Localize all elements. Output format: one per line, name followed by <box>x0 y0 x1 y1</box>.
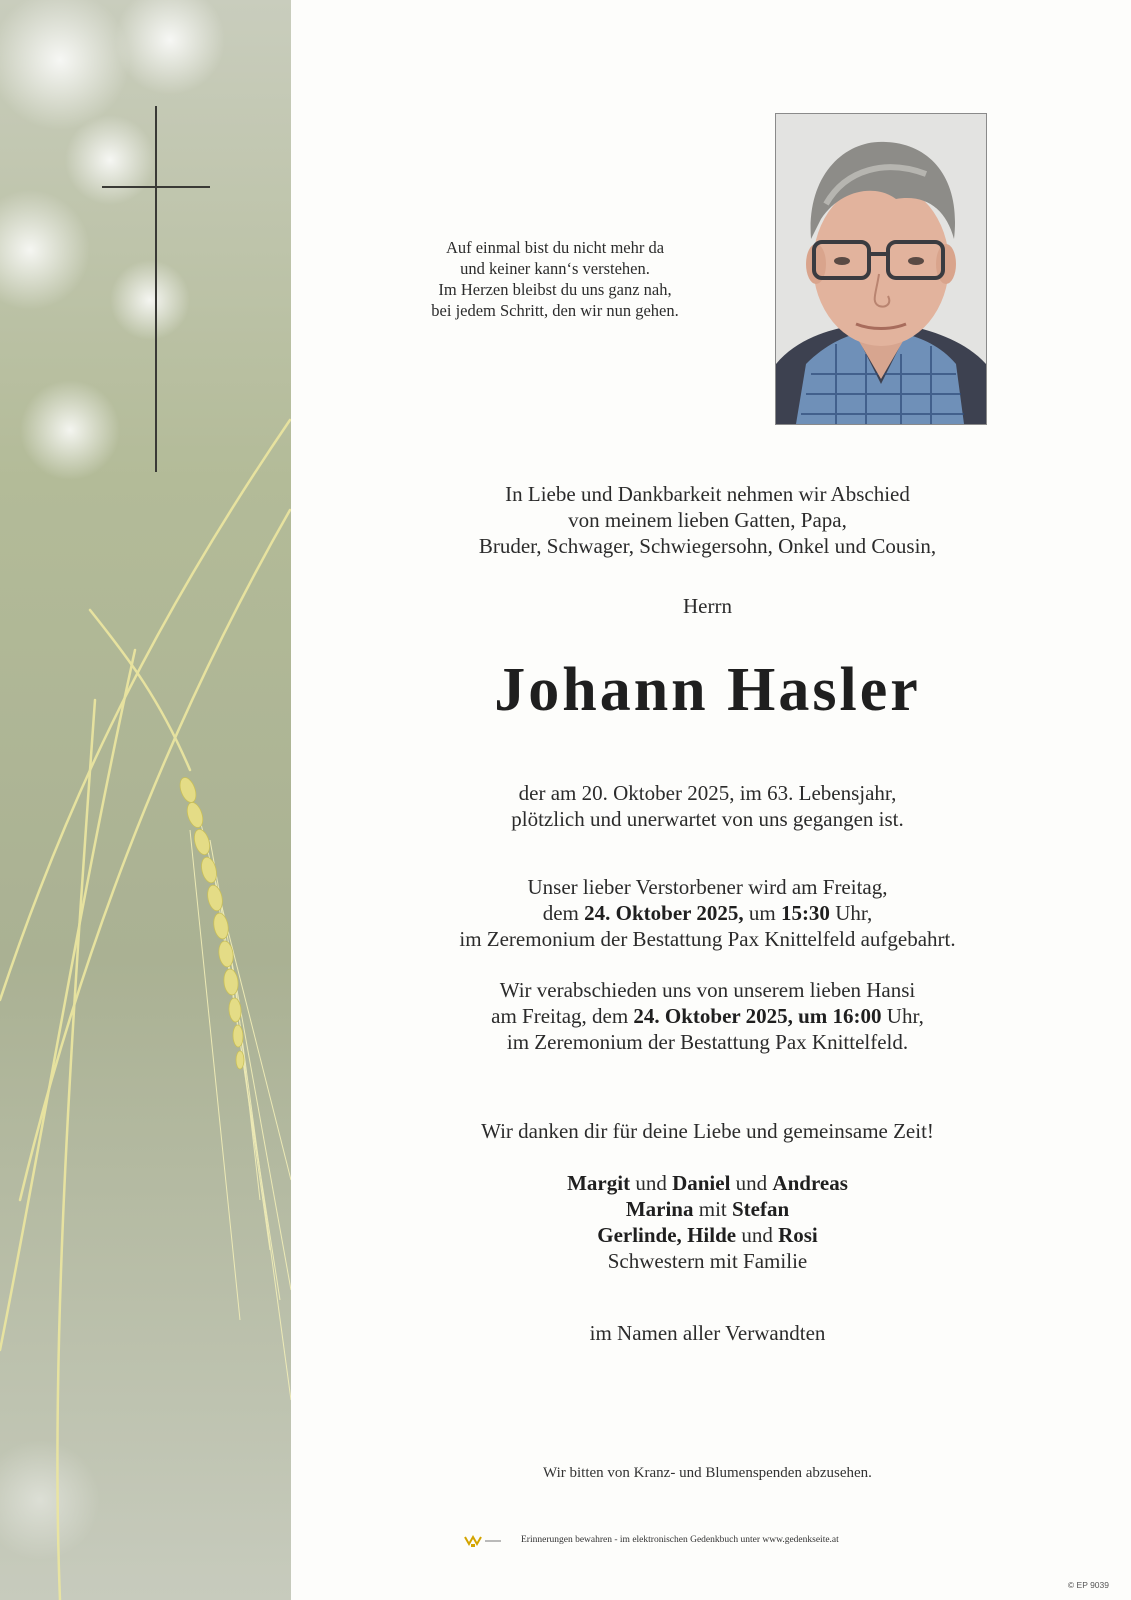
mourners-row <box>400 1222 1015 1248</box>
footer <box>463 1532 923 1550</box>
salutation: Herrn <box>683 594 732 618</box>
mourner-name: Daniel <box>672 1171 731 1195</box>
poem-line: Auf einmal bist du nicht mehr da <box>445 238 665 257</box>
mourner-name: Margit <box>567 1171 631 1195</box>
mourner-name: Marina <box>625 1197 694 1221</box>
viewing-date: 24. Oktober 2025, <box>584 901 744 925</box>
cross-icon-bar <box>102 186 210 188</box>
relatives-line: im Namen aller Verwandten <box>589 1321 826 1345</box>
mourners-row <box>400 1196 1015 1222</box>
farewell-line: Wir verabschieden uns von unserem lieben Hansi <box>499 978 916 1002</box>
farewell-line: im Zeremonium der Bestattung Pax Knittelfeld. <box>506 1030 909 1054</box>
poem-line: und keiner kann‘s verstehen. <box>460 259 650 278</box>
viewing-info <box>400 874 1015 952</box>
footer-text: Erinnerungen bewahren - im elektronischen Gedenkbuch unter www.gedenkseite.at <box>521 1535 839 1545</box>
text-fragment: Uhr, <box>881 1004 924 1028</box>
death-line: der am 20. Oktober 2025, im 63. Lebensjahr, <box>518 781 897 805</box>
intro-line: Bruder, Schwager, Schwiegersohn, Onkel und Cousin, <box>478 534 937 558</box>
viewing-line: im Zeremonium der Bestattung Pax Knittelfeld aufgebahrt. <box>459 927 956 951</box>
wheat-background-image <box>0 0 291 1600</box>
intro-line: von meinem lieben Gatten, Papa, <box>568 508 847 532</box>
decorative-side-panel <box>0 0 291 1600</box>
thanks-line: Wir danken dir für deine Liebe und gemeinsame Zeit! <box>481 1119 934 1143</box>
poem <box>405 237 705 321</box>
poem-line: bei jedem Schritt, den wir nun gehen. <box>431 301 679 320</box>
mourner-name: Rosi <box>778 1223 818 1247</box>
text-fragment: Uhr, <box>829 901 873 925</box>
cross-icon <box>155 106 157 472</box>
memorial-logo-icon <box>463 1534 503 1548</box>
text-fragment: dem <box>542 901 585 925</box>
text-fragment: und <box>730 1171 773 1195</box>
intro-line: In Liebe und Dankbarkeit nehmen wir Abschied <box>505 482 910 506</box>
text-fragment: um <box>743 901 781 925</box>
portrait-photo <box>775 113 987 425</box>
death-line: plötzlich und unerwartet von uns gegangen ist. <box>511 807 904 831</box>
poem-line: Im Herzen bleibst du uns ganz nah, <box>438 280 672 299</box>
mourner-name: Andreas <box>772 1171 848 1195</box>
flowers-note: Wir bitten von Kranz- und Blumenspenden abzusehen. <box>543 1465 872 1481</box>
farewell-date: 24. Oktober 2025, <box>633 1004 793 1028</box>
deceased-name: Johann Hasler <box>494 656 921 724</box>
death-notice <box>400 780 1015 832</box>
text-fragment: und <box>630 1171 673 1195</box>
viewing-line: Unser lieber Verstorbener wird am Freitag, <box>527 875 888 899</box>
mourner-name: Hilde <box>687 1223 737 1247</box>
farewell-date-line <box>400 1003 1015 1029</box>
farewell-time: um 16:00 <box>798 1004 882 1028</box>
text-fragment: mit <box>693 1197 732 1221</box>
viewing-date-line <box>400 900 1015 926</box>
mourners-row <box>400 1170 1015 1196</box>
mourner-name: Stefan <box>732 1197 790 1221</box>
mourners-row: Schwestern mit Familie <box>607 1249 808 1273</box>
corner-code: © EP 9039 <box>1067 1580 1109 1590</box>
farewell-info <box>400 977 1015 1055</box>
mourner-name: Gerlinde, <box>597 1223 682 1247</box>
mourners-list <box>400 1170 1015 1274</box>
intro-text <box>400 481 1015 559</box>
viewing-time: 15:30 <box>780 901 830 925</box>
text-fragment: am Freitag, dem <box>491 1004 634 1028</box>
text-fragment: und <box>736 1223 779 1247</box>
